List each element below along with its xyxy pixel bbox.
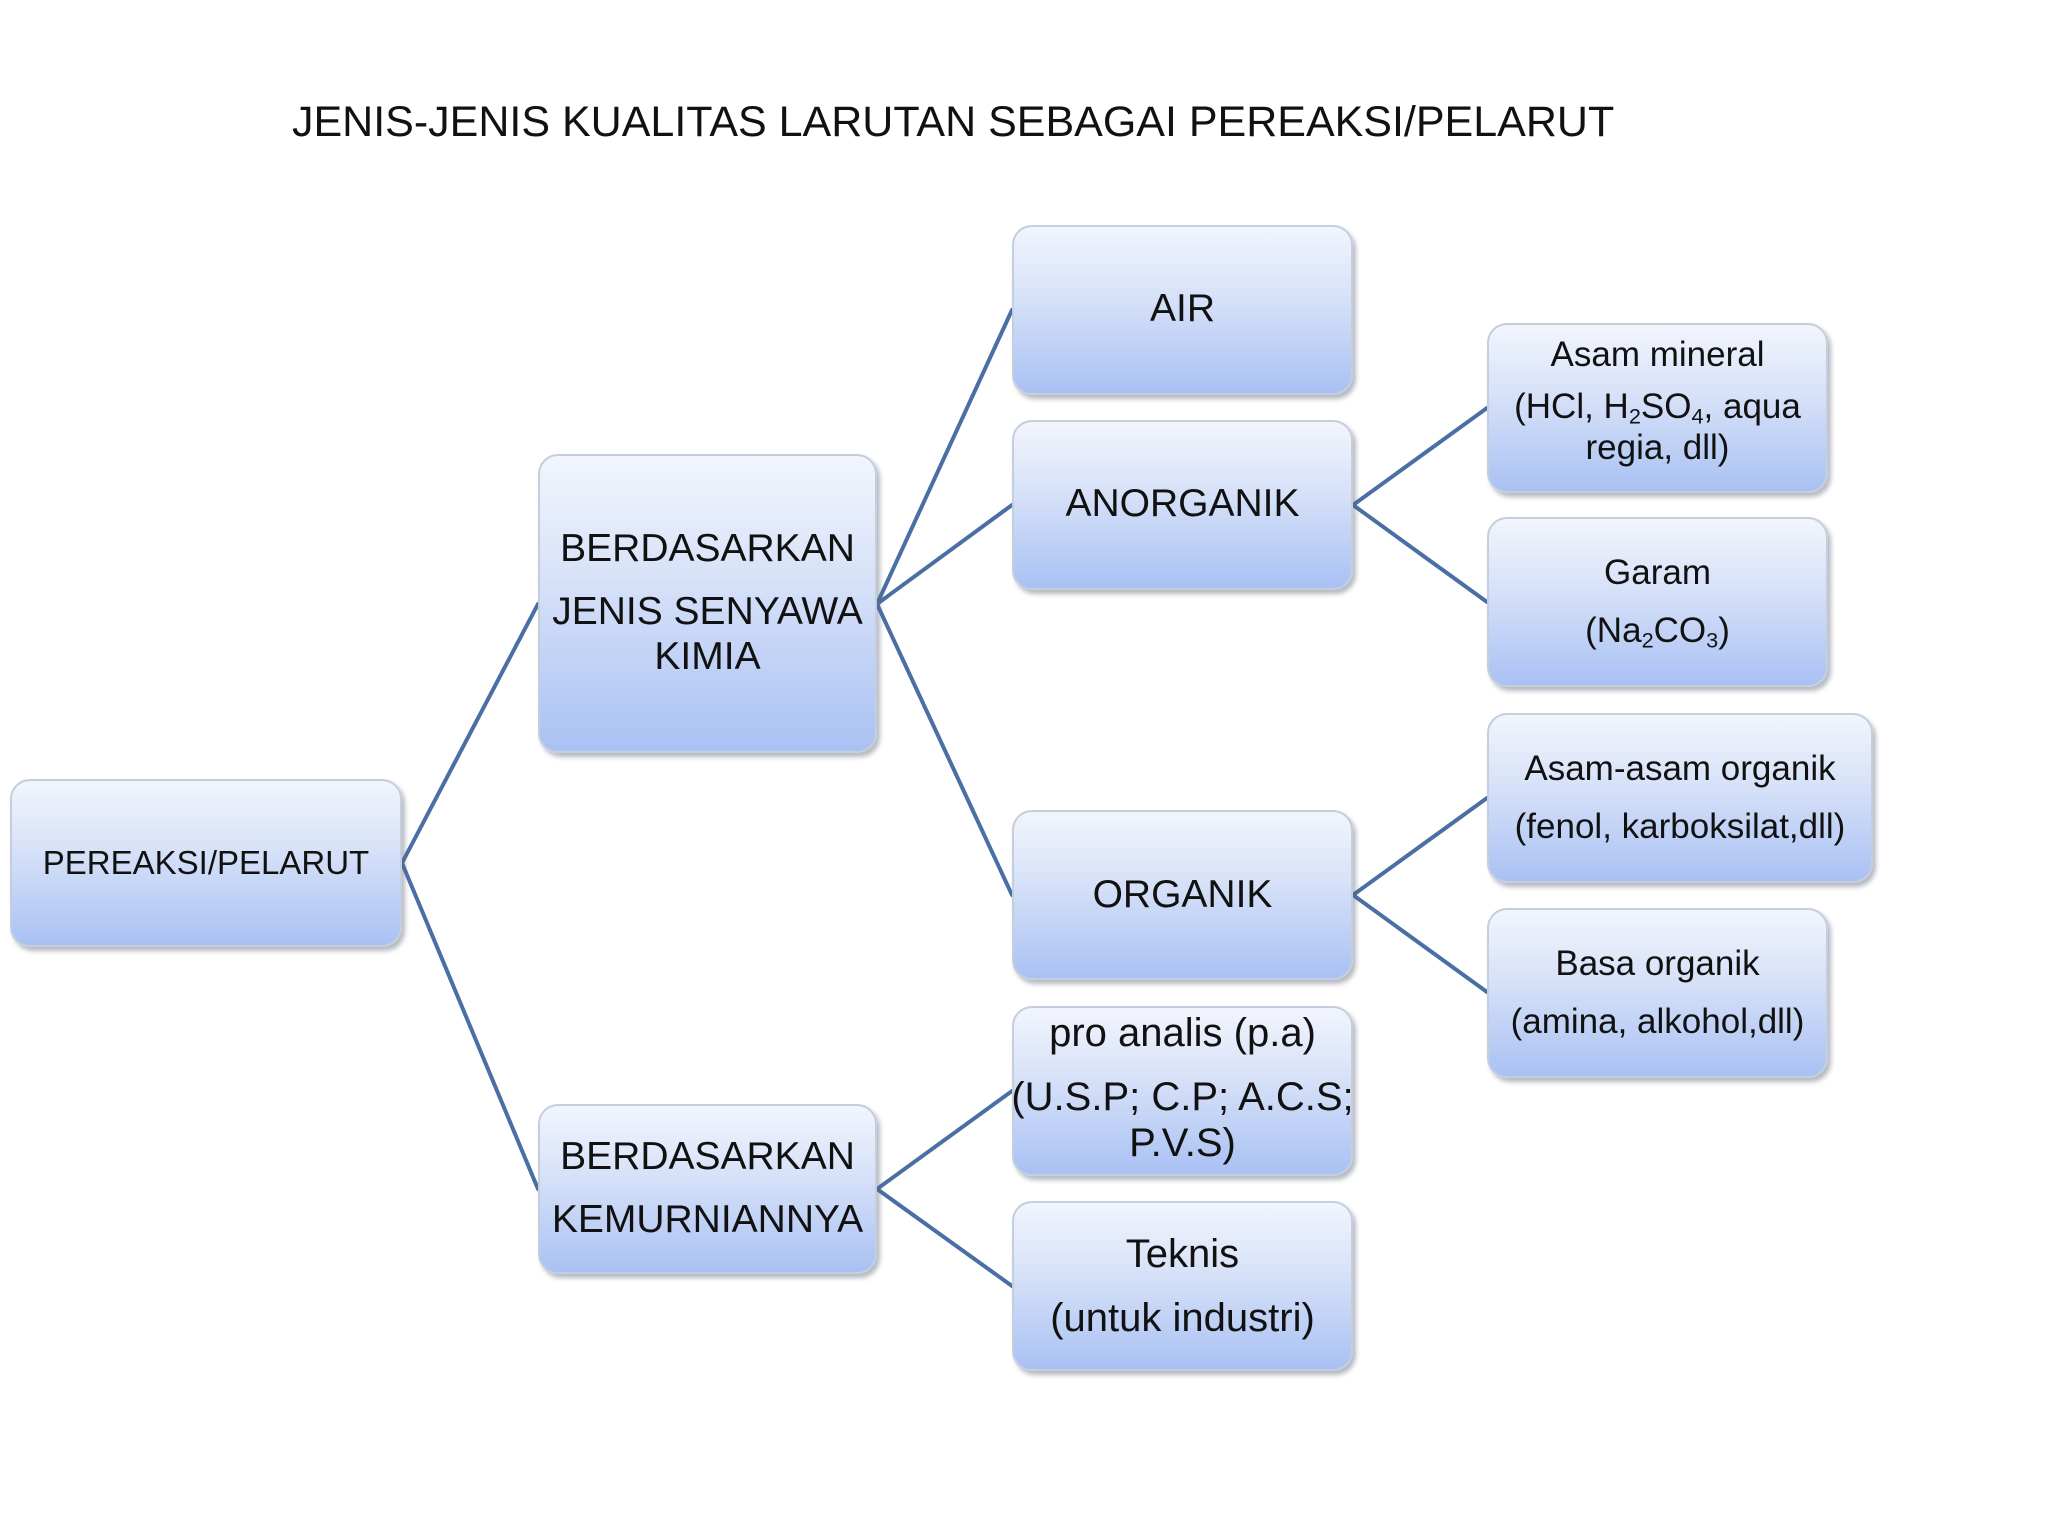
node-label-line1: Garam	[1604, 552, 1711, 592]
node-label: ORGANIK	[1092, 872, 1273, 916]
node-label-line2: (HCl, $H_2SO_4$, aqua	[1514, 387, 1801, 429]
node-asam-asam-organik	[1487, 713, 1873, 883]
node-asam-mineral	[1487, 323, 1828, 493]
connector-jenis-organik	[877, 604, 1012, 895]
node-berdasarkan-jenis-senyawa	[538, 454, 877, 753]
node-pereaksi-pelarut	[10, 779, 402, 947]
connector-root-kemurnian	[402, 863, 538, 1189]
node-label-line2: (untuk industri)	[1050, 1296, 1315, 1340]
node-organik	[1012, 810, 1353, 980]
node-label-line1: BERDASARKAN	[560, 1135, 855, 1179]
node-label-line3: KIMIA	[654, 634, 761, 678]
connector-kemurnian-teknis	[877, 1189, 1012, 1286]
node-garam	[1487, 517, 1828, 687]
node-label-line2: $(Na_2CO_3)$	[1585, 611, 1730, 653]
node-teknis	[1012, 1201, 1353, 1371]
node-pro-analis	[1012, 1006, 1353, 1176]
node-label: PEREAKSI/PELARUT	[42, 844, 370, 882]
node-label-line3: regia, dll)	[1585, 427, 1730, 467]
node-label-line3: P.V.S)	[1129, 1121, 1236, 1165]
node-label-line1: Asam-asam organik	[1524, 748, 1836, 788]
connector-jenis-air	[877, 310, 1012, 604]
connector-jenis-anorganik	[877, 505, 1012, 604]
node-label-line1: Teknis	[1125, 1232, 1240, 1276]
connector-kemurnian-proanalis	[877, 1091, 1012, 1189]
node-label-line2: KEMURNIANNYA	[551, 1198, 864, 1241]
node-label-line2: (amina, alkohol,dll)	[1510, 1002, 1805, 1041]
connector-organik-asamorganik	[1353, 798, 1487, 895]
connector-anorganik-garam	[1353, 505, 1487, 602]
connector-root-jenis	[402, 604, 538, 863]
node-anorganik	[1012, 420, 1353, 590]
node-label: ANORGANIK	[1065, 482, 1300, 525]
connector-anorganik-asammineral	[1353, 408, 1487, 505]
node-label-line2: (U.S.P; C.P; A.C.S;	[1011, 1075, 1354, 1119]
node-label-line2: (fenol, karboksilat,dll)	[1514, 807, 1846, 846]
connector-organik-basaorganik	[1353, 895, 1487, 992]
node-basa-organik	[1487, 908, 1828, 1078]
node-label-line2: JENIS SENYAWA	[552, 590, 863, 634]
node-air	[1012, 225, 1353, 395]
node-label-line1: pro analis (p.a)	[1049, 1011, 1316, 1055]
node-label-line1: BERDASARKAN	[560, 527, 855, 571]
node-label: AIR	[1149, 287, 1215, 330]
node-label-line1: Basa organik	[1555, 943, 1760, 983]
node-berdasarkan-kemurnian	[538, 1104, 877, 1274]
node-label-line1: Asam mineral	[1550, 335, 1765, 374]
diagram-title: JENIS-JENIS KUALITAS LARUTAN SEBAGAI PEREAKSI/PELARUT	[292, 98, 1615, 146]
